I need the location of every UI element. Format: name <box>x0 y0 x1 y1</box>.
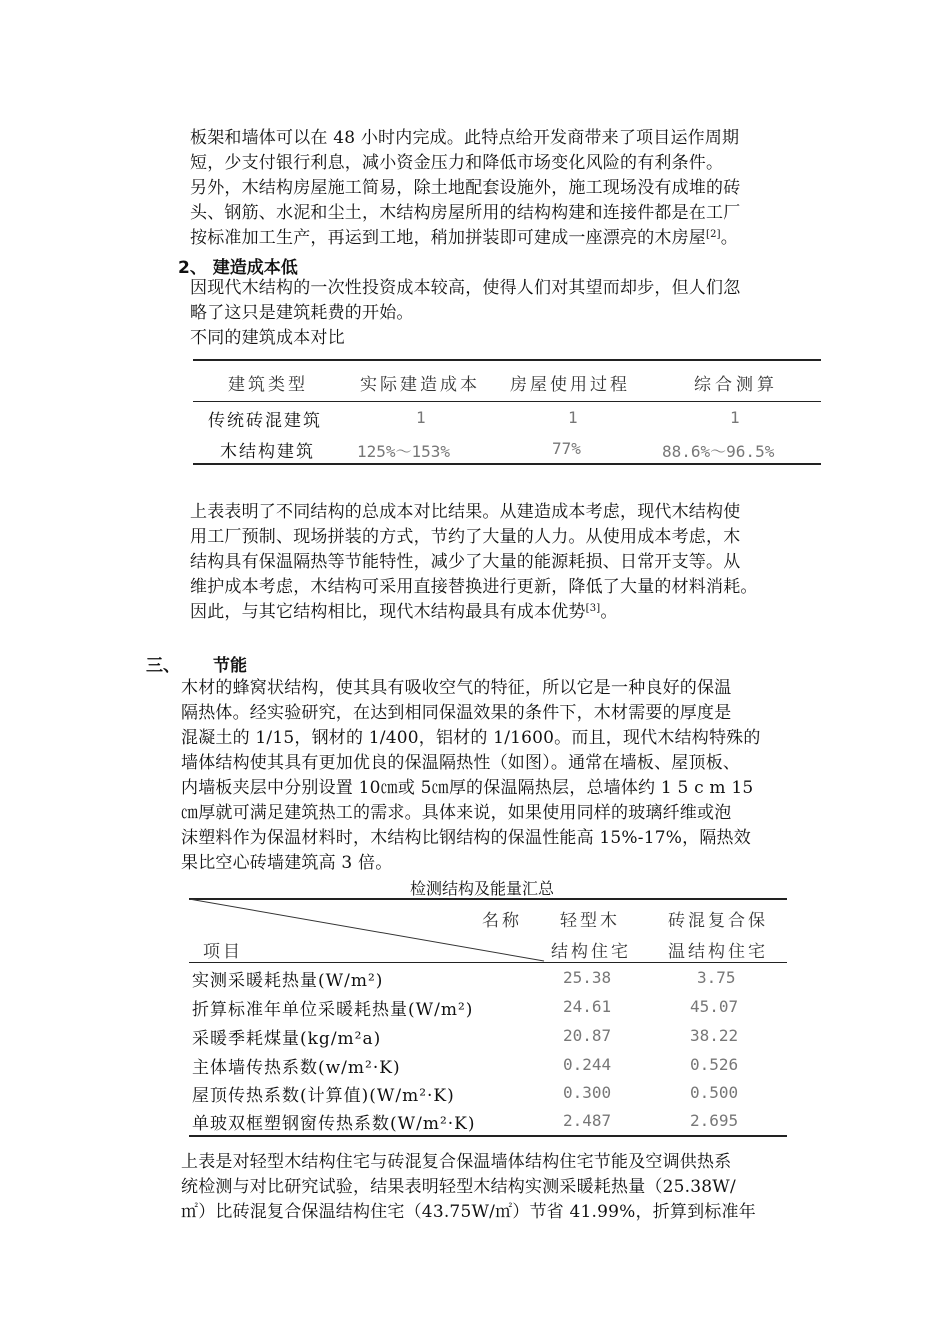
corner-header-top: 名称 <box>482 911 522 931</box>
column-header: 温结构住宅 <box>668 942 768 962</box>
para-line <box>190 226 738 251</box>
table-cell: 3.75 <box>697 968 736 987</box>
para-line: 果比空心砖墙建筑高 3 倍。 <box>181 853 393 873</box>
para-line: 头、钢筋、水泥和尘土，木结构房屋所用的结构构建和连接件都是在工厂 <box>190 203 741 223</box>
para-line: 隔热体。经实验研究，在达到相同保温效果的条件下，木材需要的厚度是 <box>181 703 732 723</box>
para-line: 板架和墙体可以在 48 小时内完成。此特点给开发商带来了项目运作周期 <box>190 128 740 148</box>
table-cell: 24.61 <box>563 997 612 1016</box>
table-bottom-rule <box>189 1135 787 1137</box>
table-cell: 125%～153% <box>357 442 451 461</box>
table-cell: 38.22 <box>690 1026 739 1045</box>
table-cell: 0.244 <box>563 1055 612 1074</box>
para-line: 混凝土的 1/15，钢材的 1/400，铝材的 1/1600。而且，现代木结构特殊的 <box>181 728 761 748</box>
corner-header-bottom: 项目 <box>203 942 243 962</box>
para-line: 统检测与对比研究试验，结果表明轻型木结构实测采暖耗热量（25.38W/ <box>181 1177 736 1197</box>
table-cell: 77% <box>552 439 581 458</box>
table-caption: 不同的建筑成本对比 <box>190 328 345 348</box>
table-cell: 1 <box>568 408 578 427</box>
para-line: 略了这只是建筑耗费的开始。 <box>190 303 414 323</box>
table-header: 建筑类型 <box>228 375 308 395</box>
table-header-rule <box>193 401 821 402</box>
table-cell: 1 <box>416 408 426 427</box>
table-cell: 45.07 <box>690 997 739 1016</box>
table-cell: 0.526 <box>690 1055 739 1074</box>
table-caption: 检测结构及能量汇总 <box>410 879 555 898</box>
section-heading: 2、 建造成本低 <box>178 258 298 278</box>
table-cell: 主体墙传热系数(w/m²·K) <box>192 1058 401 1078</box>
table-cell: 屋顶传热系数(计算值)(W/m²·K) <box>192 1086 455 1106</box>
column-header: 结构住宅 <box>551 942 631 962</box>
para-line: 墙体结构使其具有更加优良的保温隔热性（如图）。通常在墙板、屋顶板、 <box>181 753 741 773</box>
para-end: 。 <box>600 602 618 622</box>
para-line: 因现代木结构的一次性投资成本较高，使得人们对其望而却步，但人们忽 <box>190 278 741 298</box>
table-header: 实际建造成本 <box>360 375 480 395</box>
table-cell: 20.87 <box>563 1026 612 1045</box>
section-title: 节能 <box>213 656 247 676</box>
table-cell: 1 <box>730 408 740 427</box>
table-cell: 实测采暖耗热量(W/m²) <box>192 971 384 991</box>
table-top-rule <box>193 359 821 361</box>
table-cell: 采暖季耗煤量(kg/m²a) <box>192 1029 382 1049</box>
para-line: 内墙板夹层中分别设置 10㎝或 5㎝厚的保温隔热层，总墙体约 1 5 c m 15 <box>181 778 754 798</box>
column-header: 砖混复合保 <box>668 911 768 931</box>
para-text: 按标准加工生产，再运到工地，稍加拼装即可建成一座漂亮的木房屋 <box>190 228 706 248</box>
para-line: 用工厂预制、现场拼装的方式，节约了大量的人力。从使用成本考虑，木 <box>190 527 741 547</box>
para-line: 另外，木结构房屋施工简易，除土地配套设施外，施工现场没有成堆的砖 <box>190 178 741 198</box>
table-header: 综合测算 <box>694 375 778 395</box>
para-line <box>190 600 618 625</box>
table-cell: 单玻双框塑钢窗传热系数(W/m²·K) <box>192 1114 476 1134</box>
para-end: 。 <box>720 228 738 248</box>
table-cell: 25.38 <box>563 968 612 987</box>
table-bottom-rule <box>193 463 821 465</box>
table-cell: 0.500 <box>690 1083 739 1102</box>
citation-ref: [3] <box>585 603 601 614</box>
table-cell: 木结构建筑 <box>220 442 315 462</box>
para-text: 因此，与其它结构相比，现代木结构最具有成本优势 <box>190 602 586 622</box>
para-line: 结构具有保温隔热等节能特性，减少了大量的能源耗损、日常开支等。从 <box>190 552 741 572</box>
citation-ref: [2] <box>706 229 721 240</box>
table-cell: 2.695 <box>690 1111 739 1130</box>
para-line: 维护成本考虑，木结构可采用直接替换进行更新，降低了大量的材料消耗。 <box>190 577 758 597</box>
para-line: 上表是对轻型木结构住宅与砖混复合保温墙体结构住宅节能及空调供热系 <box>181 1152 732 1172</box>
table-cell: 88.6%～96.5% <box>662 442 775 461</box>
para-line: 木材的蜂窝状结构，使其具有吸收空气的特征，所以它是一种良好的保温 <box>181 678 732 698</box>
table-cell: 折算标准年单位采暖耗热量(W/m²) <box>192 1000 474 1020</box>
table-header: 房屋使用过程 <box>510 375 630 395</box>
table-cell: 0.300 <box>563 1083 612 1102</box>
para-line: 短，少支付银行利息，减小资金压力和降低市场变化风险的有利条件。 <box>190 153 724 173</box>
para-line: 沫塑料作为保温材料时，木结构比钢结构的保温性能高 15%-17%，隔热效 <box>181 828 751 848</box>
para-line: ㎝厚就可满足建筑热工的需求。具体来说，如果使用同样的玻璃纤维或泡 <box>181 803 732 823</box>
table-cell: 2.487 <box>563 1111 612 1130</box>
table-header-rule <box>189 962 787 963</box>
para-line: ㎡）比砖混复合保温结构住宅（43.75W/㎡）节省 41.99%，折算到标准年 <box>181 1202 756 1222</box>
section-number: 三、 <box>146 656 180 676</box>
para-line: 上表表明了不同结构的总成本对比结果。从建造成本考虑，现代木结构使 <box>190 502 741 522</box>
table-cell: 传统砖混建筑 <box>208 411 322 431</box>
column-header: 轻型木 <box>560 911 620 931</box>
